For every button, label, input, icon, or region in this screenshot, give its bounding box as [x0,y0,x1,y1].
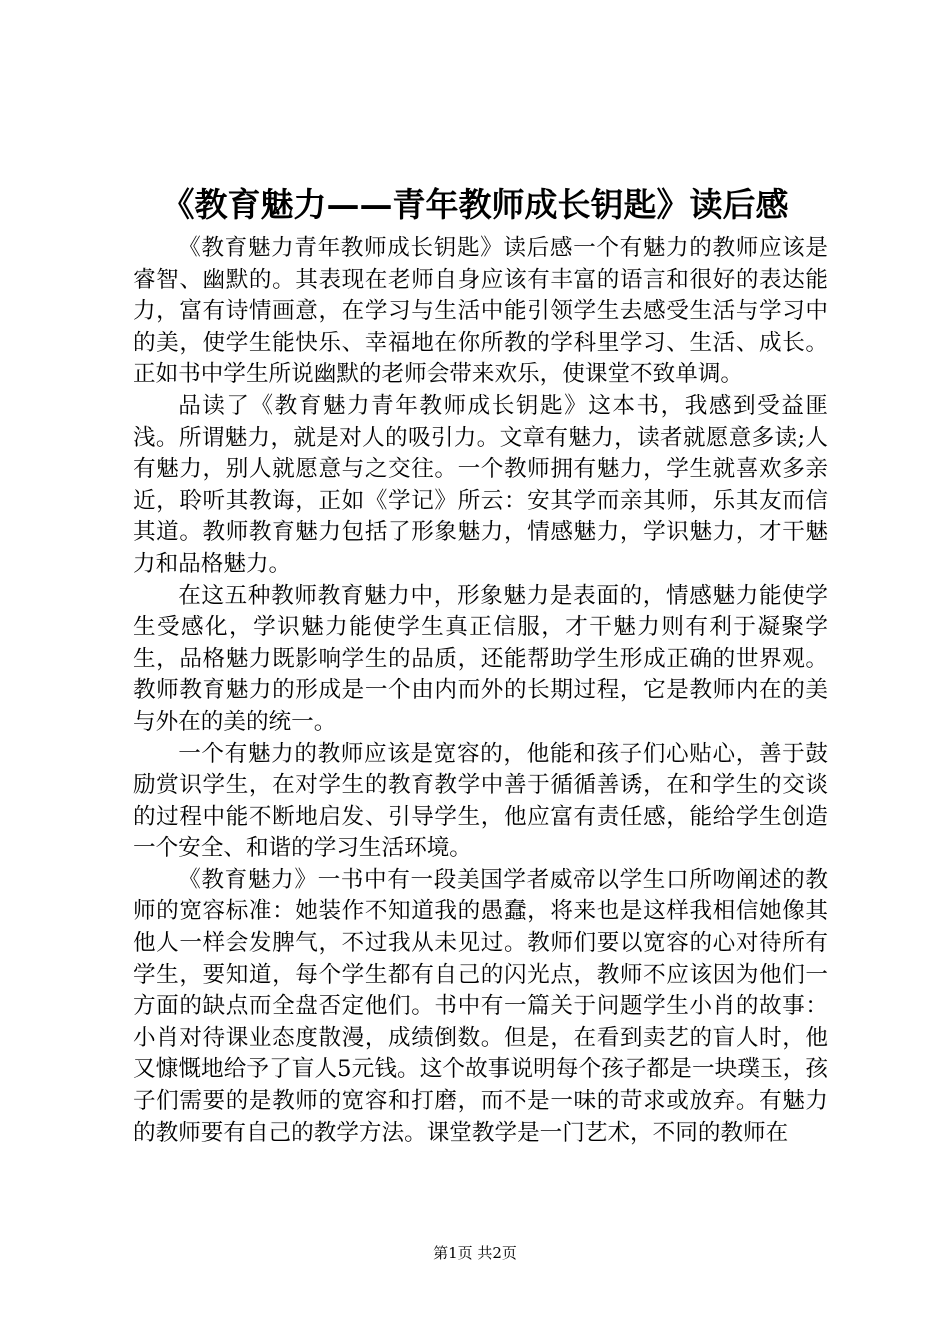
paragraph: 《教育魅力》一书中有一段美国学者威帝以学生口所吻阐述的教师的宽容标准：她装作不知道我的愚蠢，将来也是这样我相信她像其他人一样会发脾气，不过我从未见过。教师们要以宽容的心对待所有学生，要知道，每个学生都有自己的闪光点，教师不应该因为他们一方面的缺点而全盘否定他们。书中有一篇关于问题学生小肖的故事：小肖对待课业态度散漫，成绩倒数。但是，在看到卖艺的盲人时，他又慷慨地给予了盲人5元钱。这个故事说明每个孩子都是一块璞玉，孩子们需要的是教师的宽容和打磨，而不是一味的苛求或放弃。有魅力的教师要有自己的教学方法。课堂教学是一门艺术，不同的教师在 [133,866,828,1146]
document-title: 《教育魅力——青年教师成长钥匙》读后感 [161,185,789,224]
paragraph: 《教育魅力青年教师成长钥匙》读后感一个有魅力的教师应该是睿智、幽默的。其表现在老师自身应该有丰富的语言和很好的表达能力，富有诗情画意，在学习与生活中能引领学生去感受生活与学习中的美，使学生能快乐、幸福地在你所教的学科里学习、生活、成长。正如书中学生所说幽默的老师会带来欢乐，使课堂不致单调。 [133,235,828,388]
document-body [133,233,828,1149]
paragraph: 品读了《教育魅力青年教师成长钥匙》这本书，我感到受益匪浅。所谓魅力，就是对人的吸引力。文章有魅力，读者就愿意多读;人有魅力，别人就愿意与之交往。一个教师拥有魅力，学生就喜欢多亲近，聆听其教诲，正如《学记》所云：安其学而亲其师，乐其友而信其道。教师教育魅力包括了形象魅力，情感魅力，学识魅力，才干魅力和品格魅力。 [133,392,828,577]
paragraph: 在这五种教师教育魅力中，形象魅力是表面的，情感魅力能使学生受感化，学识魅力能使学生真正信服，才干魅力则有利于凝聚学生，品格魅力既影响学生的品质，还能帮助学生形成正确的世界观。教师教育魅力的形成是一个由内而外的长期过程，它是教师内在的美与外在的美的统一。 [133,582,828,735]
page-footer: 第1页 共2页 [433,1244,517,1262]
paragraph: 一个有魅力的教师应该是宽容的，他能和孩子们心贴心，善于鼓励赏识学生，在对学生的教育教学中善于循循善诱，在和学生的交谈的过程中能不断地启发、引导学生，他应富有责任感，能给学生创造一个安全、和谐的学习生活环境。 [133,740,828,862]
